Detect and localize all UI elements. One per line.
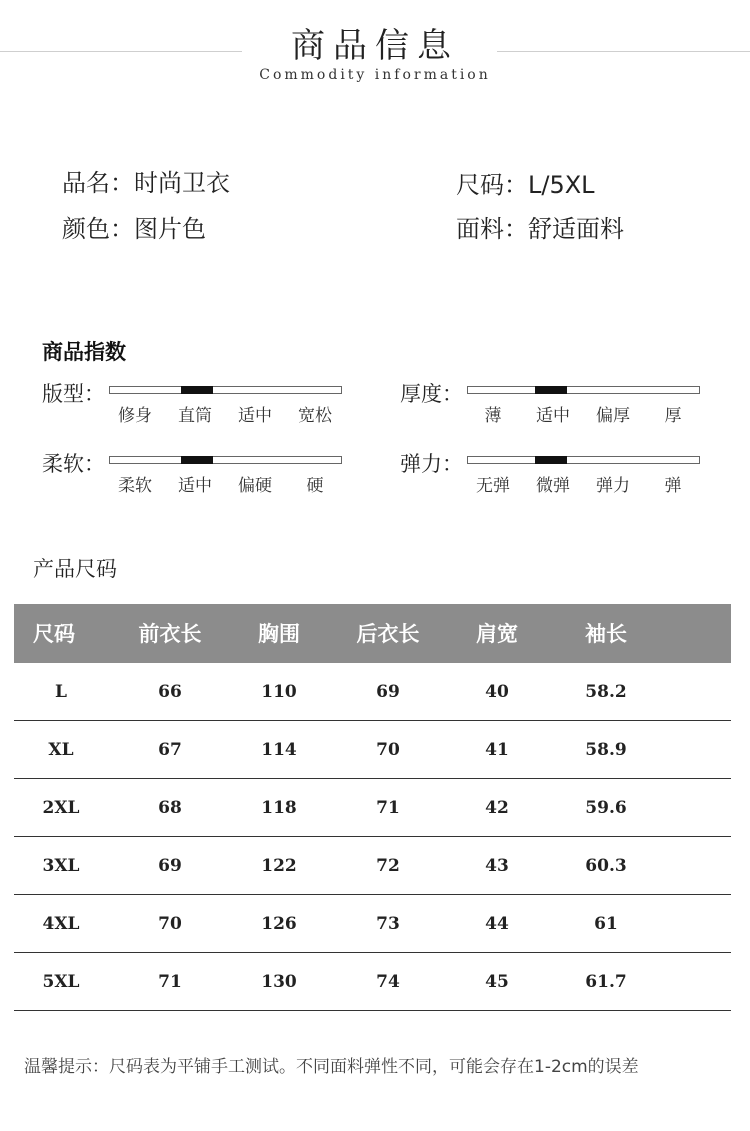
index-option: 修身 (118, 406, 152, 426)
index-option: 弹力 (596, 476, 630, 496)
table-cell: 4XL (42, 914, 80, 934)
table-cell: 58.2 (585, 682, 627, 702)
index-option: 直筒 (178, 406, 212, 426)
index-option: 薄 (484, 406, 502, 426)
table-cell: 67 (158, 740, 182, 760)
index-option: 偏厚 (596, 406, 630, 426)
header-cell: 尺码 (33, 621, 75, 646)
table-cell: XL (48, 740, 74, 760)
index-option: 宽松 (298, 406, 332, 426)
table-row (14, 837, 731, 895)
table-cell: 40 (485, 682, 509, 702)
table-cell: 59.6 (585, 798, 627, 818)
table-cell: 72 (376, 856, 400, 876)
index-bar-thickness (467, 386, 700, 394)
table-cell: 3XL (42, 856, 80, 876)
size-table-title: 产品尺码 (33, 557, 117, 581)
info-name-value: 时尚卫衣 (134, 169, 230, 197)
index-option: 硬 (306, 476, 324, 496)
index-option: 适中 (238, 406, 272, 426)
info-size-label: 尺码： (456, 171, 528, 199)
info-size (456, 165, 595, 200)
table-cell: 61 (594, 914, 618, 934)
index-label-elasticity: 弹力： (400, 452, 463, 476)
index-option: 柔软 (118, 476, 152, 496)
header-cell: 胸围 (258, 621, 300, 646)
index-bar-softness (109, 456, 342, 464)
index-label-thickness: 厚度： (400, 382, 463, 406)
table-cell: 61.7 (585, 972, 627, 992)
table-cell: 41 (485, 740, 509, 760)
info-fabric-label: 面料： (456, 215, 528, 243)
index-bar-fit (109, 386, 342, 394)
table-row (14, 721, 731, 779)
index-bar-elasticity (467, 456, 700, 464)
table-cell: 110 (261, 682, 297, 702)
info-name-label: 品名： (62, 169, 134, 197)
table-cell: 118 (261, 798, 297, 818)
info-name (62, 163, 230, 198)
table-cell: 69 (376, 682, 400, 702)
header-cell: 袖长 (585, 621, 627, 646)
index-option: 无弹 (476, 476, 510, 496)
info-color (62, 209, 206, 244)
table-cell: 122 (261, 856, 297, 876)
table-cell: 2XL (42, 798, 80, 818)
page-subtitle: Commodity information (259, 67, 491, 83)
info-fabric (456, 209, 624, 244)
page-title: 商品信息 (291, 26, 459, 66)
index-marker-elasticity (535, 456, 567, 464)
table-cell: 130 (261, 972, 297, 992)
table-cell: 70 (376, 740, 400, 760)
table-cell: 73 (376, 914, 400, 934)
info-color-value: 图片色 (134, 215, 206, 243)
table-cell: 45 (485, 972, 509, 992)
size-table-header (14, 604, 731, 663)
table-cell: 114 (261, 740, 297, 760)
index-marker-softness (181, 456, 213, 464)
table-cell: 66 (158, 682, 182, 702)
table-cell: 5XL (42, 972, 80, 992)
table-cell: 60.3 (585, 856, 627, 876)
index-label-softness: 柔软： (42, 452, 105, 476)
index-marker-thickness (535, 386, 567, 394)
table-row (14, 953, 731, 1011)
info-fabric-value: 舒适面料 (528, 215, 624, 243)
header-cell: 前衣长 (138, 621, 202, 646)
table-cell: 126 (261, 914, 297, 934)
table-cell: 68 (158, 798, 182, 818)
index-section-title: 商品指数 (42, 340, 126, 364)
index-option: 适中 (536, 406, 570, 426)
header-cell: 后衣长 (356, 621, 420, 646)
table-row (14, 663, 731, 721)
table-row (14, 895, 731, 953)
table-cell: 42 (485, 798, 509, 818)
index-option: 偏硬 (238, 476, 272, 496)
index-option: 微弹 (536, 476, 570, 496)
table-cell: L (55, 682, 67, 702)
size-table (14, 604, 731, 1011)
table-cell: 43 (485, 856, 509, 876)
index-option: 适中 (178, 476, 212, 496)
measurement-note: 温馨提示：尺码表为平铺手工测试。不同面料弹性不同，可能会存在1-2cm的误差 (24, 1057, 639, 1077)
header-cell: 肩宽 (476, 621, 518, 646)
table-cell: 70 (158, 914, 182, 934)
table-cell: 58.9 (585, 740, 627, 760)
index-marker-fit (181, 386, 213, 394)
table-row (14, 779, 731, 837)
index-option: 弹 (664, 476, 682, 496)
table-cell: 71 (376, 798, 400, 818)
table-cell: 44 (485, 914, 509, 934)
table-cell: 69 (158, 856, 182, 876)
info-color-label: 颜色： (62, 215, 134, 243)
index-label-fit: 版型： (42, 382, 105, 406)
table-cell: 71 (158, 972, 182, 992)
index-option: 厚 (664, 406, 682, 426)
table-cell: 74 (376, 972, 400, 992)
info-size-value: L/5XL (528, 171, 595, 199)
